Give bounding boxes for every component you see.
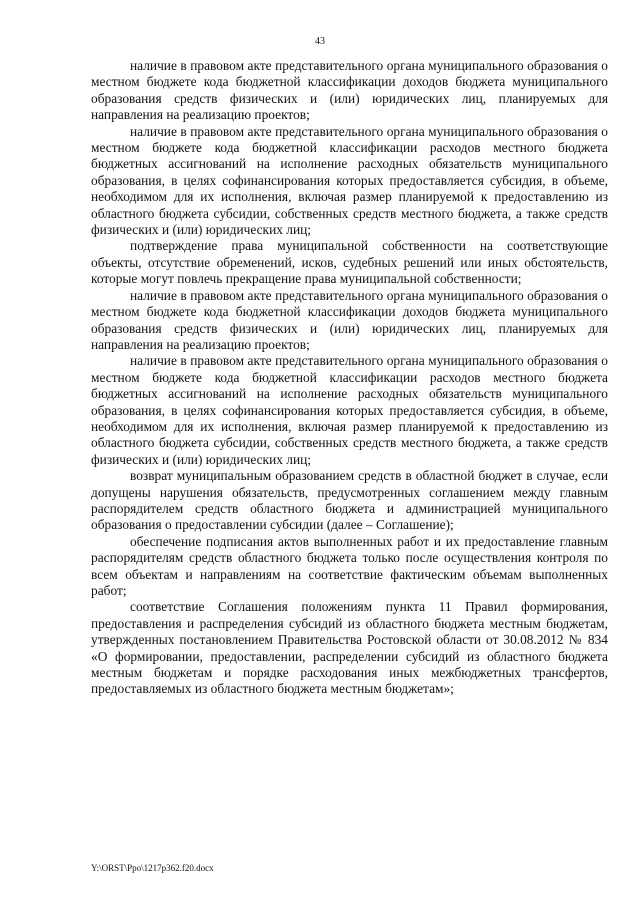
document-body (91, 58, 608, 698)
paragraph: возврат муниципальным образованием средств в областной бюджет в случае, если допущены нарушения обязательств, предусмотренных соглашением между главным распорядителем средств областного бюджета и администрацией муниципального образования о предоставлении субсидии (далее – Соглашение); (91, 468, 608, 533)
paragraph: соответствие Соглашения положениям пункта 11 Правил формирования, предоставления и распределения субсидий из областного бюджета местным бюджетам, утвержденных постановлением Правительства Ростовской области от 30.08.2012 № 834 «О формировании, предоставлении, распределении субсидий из областного бюджета местным бюджетам и порядке расходования иных межбюджетных трансфертов, предоставляемых из областного бюджета местным бюджетам»; (91, 599, 608, 697)
paragraph: наличие в правовом акте представительного органа муниципального образования о местном бюджете кода бюджетной классификации расходов местного бюджета бюджетных ассигнований на исполнение расходных обязательств муниципального образования, в целях софинансирования которых предоставляется субсидия, в объеме, необходимом для их исполнения, включая размер планируемой к предоставлению из областного бюджета субсидии, собственных средств местного бюджета, а также средств физических и (или) юридических лиц; (91, 123, 608, 238)
paragraph: наличие в правовом акте представительного органа муниципального образования о местном бюджете кода бюджетной классификации доходов бюджета муниципального образования средств физических и (или) юридических лиц, планируемых для направления на реализацию проектов; (91, 58, 608, 123)
page-number: 43 (315, 36, 325, 47)
paragraph: наличие в правовом акте представительного органа муниципального образования о местном бюджете кода бюджетной классификации расходов местного бюджета бюджетных ассигнований на исполнение расходных обязательств муниципального образования, в целях софинансирования которых предоставляется субсидия, в объеме, необходимом для их исполнения, включая размер планируемой к предоставлению из областного бюджета субсидии, собственных средств местного бюджета, а также средств физических и (или) юридических лиц; (91, 353, 608, 467)
paragraph: наличие в правовом акте представительного органа муниципального образования о местном бюджете кода бюджетной классификации доходов бюджета муниципального образования средств физических и (или) юридических лиц, планируемых для направления на реализацию проектов; (91, 287, 608, 352)
paragraph: обеспечение подписания актов выполненных работ и их предоставление главным распорядителям средств областного бюджета только после осуществления контроля по всем объектам и направлениям на соответствие фактическим объемам выполненных работ; (91, 533, 608, 598)
footer-file-path: Y:\ORST\Ppo\1217p362.f20.docx (91, 863, 214, 873)
paragraph: подтверждение права муниципальной собственности на соответствующие объекты, отсутствие обременений, исков, судебных решений или иных обстоятельств, которые могут повлечь прекращение права муниципальной собственности; (91, 238, 608, 287)
